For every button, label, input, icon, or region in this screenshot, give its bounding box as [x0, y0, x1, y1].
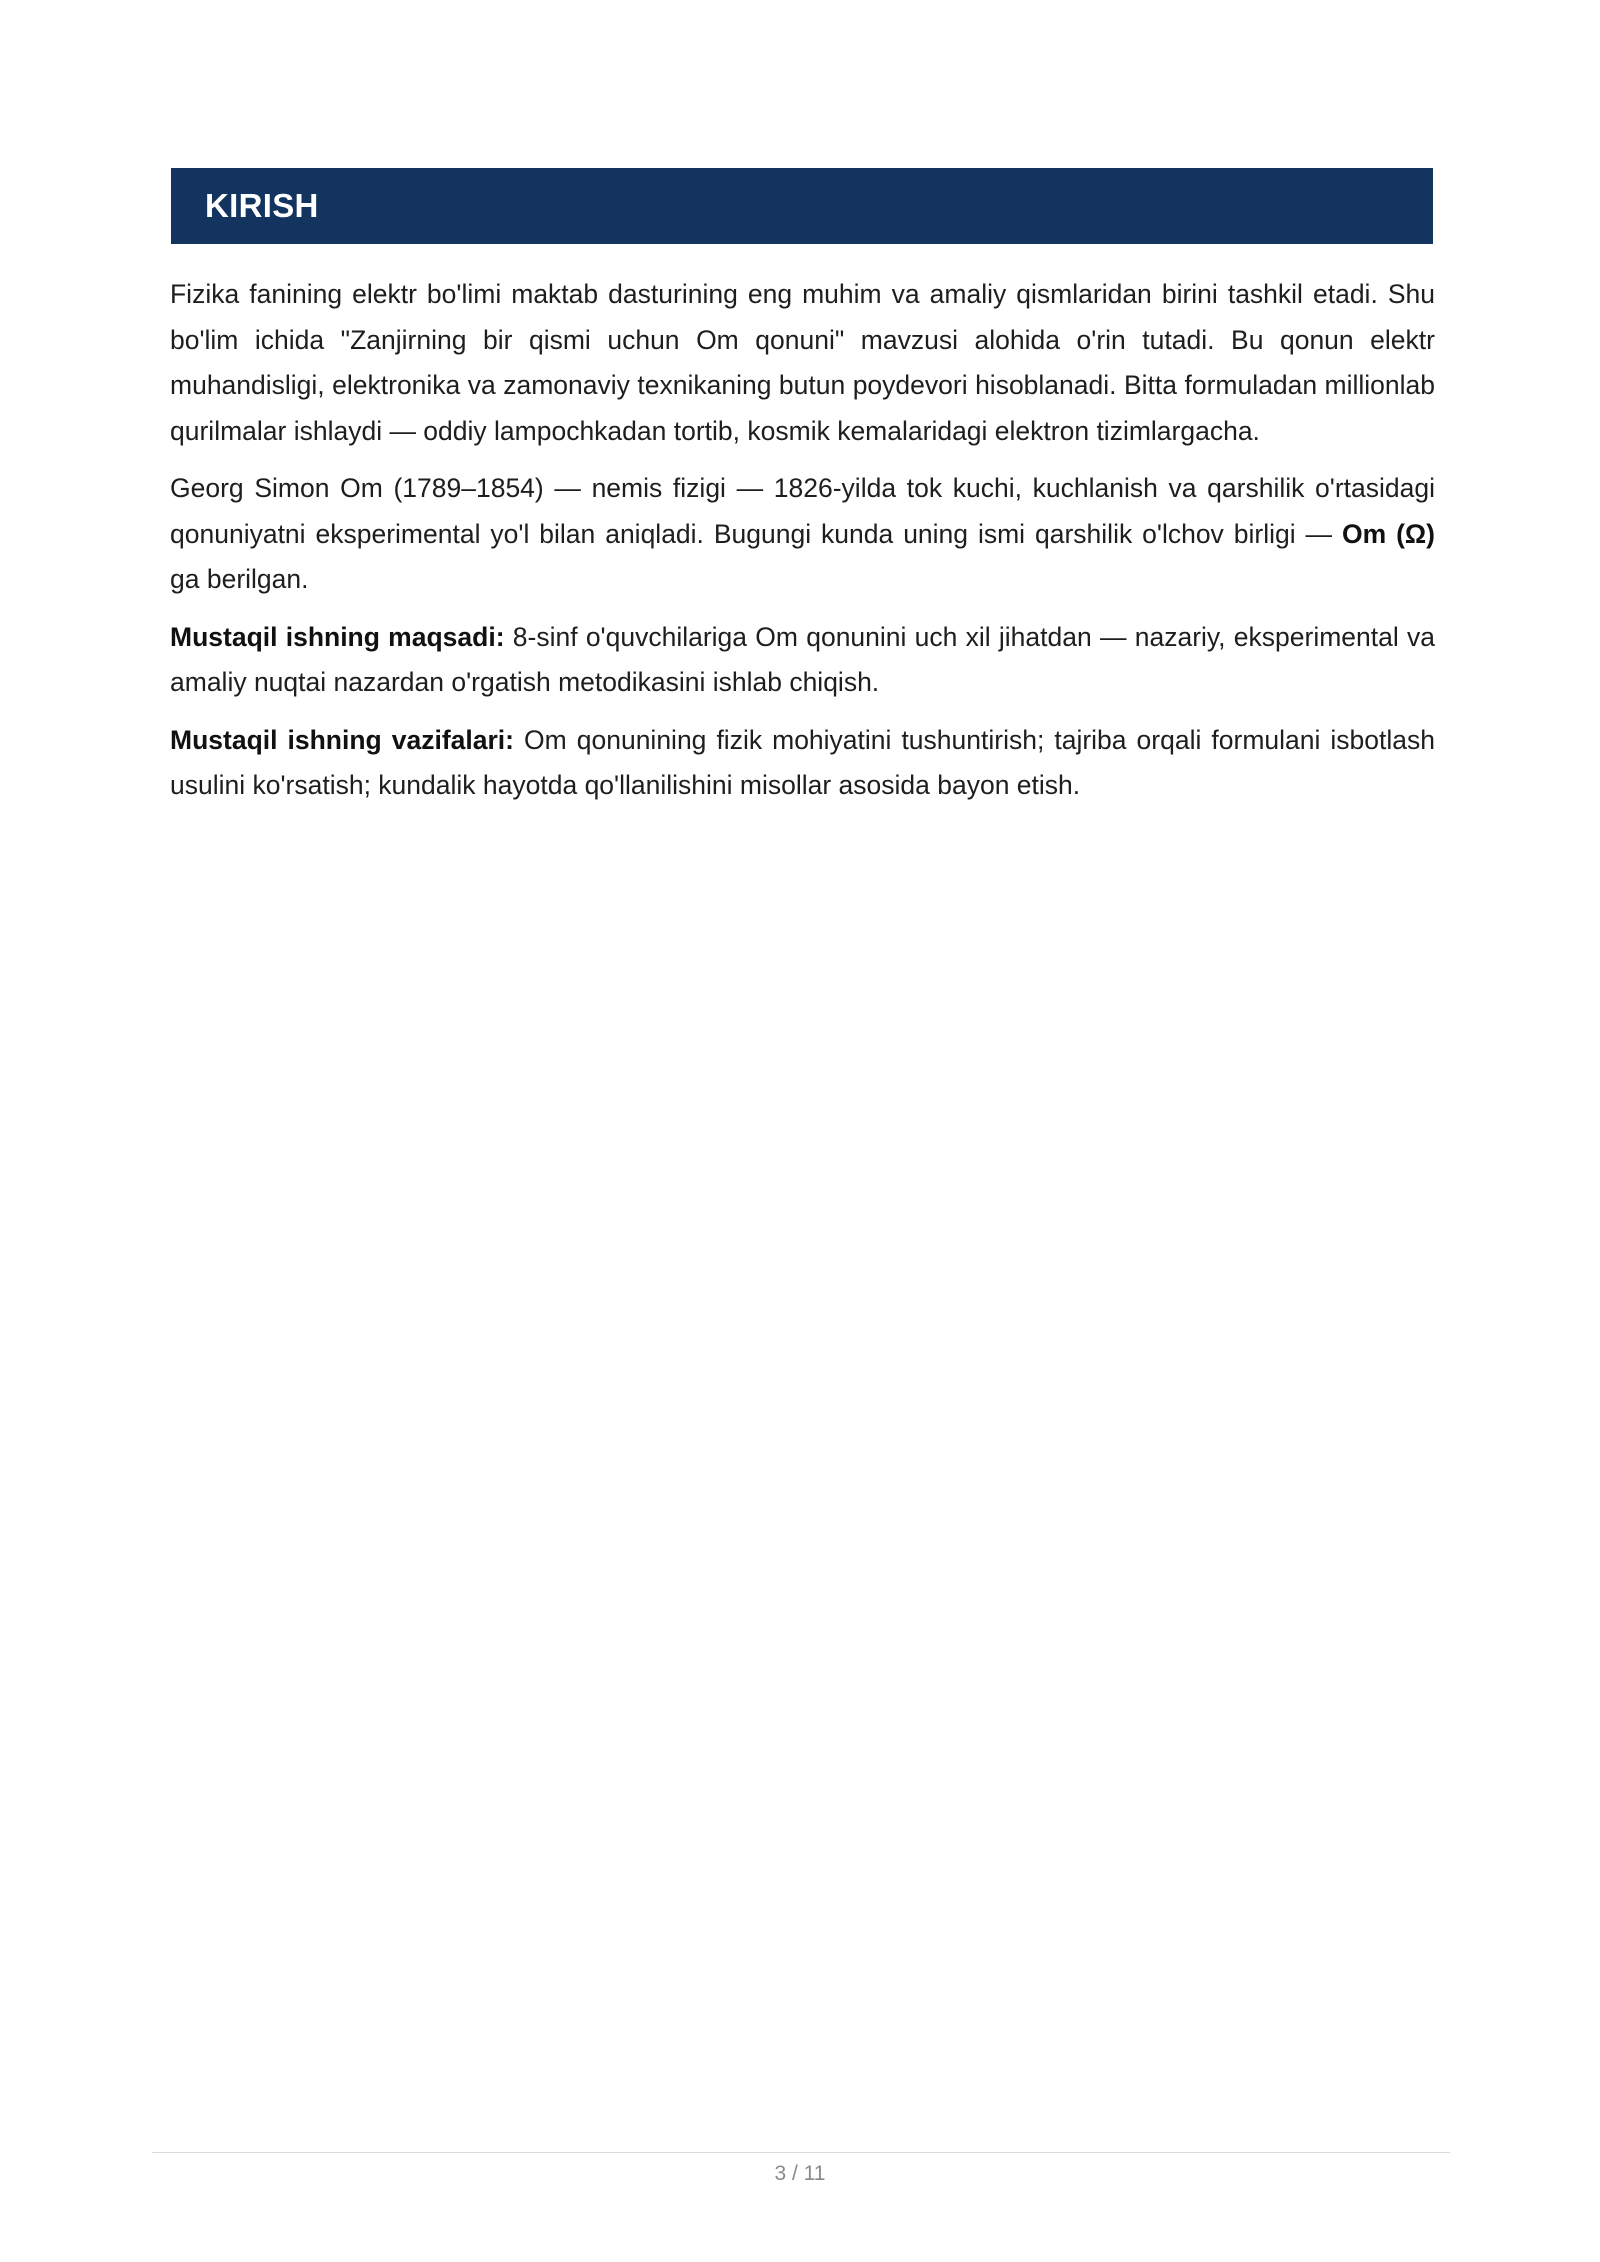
section-title: KIRISH [205, 187, 319, 224]
tasks-paragraph [170, 718, 1435, 809]
goal-paragraph [170, 615, 1435, 706]
intro-paragraph: Fizika fanining elektr bo'limi maktab dasturining eng muhim va amaliy qismlaridan birini tashkil etadi. Shu bo'lim ichida "Zanjirning bir qismi uchun Om qonuni" mavzusi alohida o'rin tutadi. Bu qonun elektr muhandisligi, elektronika va zamonaviy texnikaning butun poydevori hisoblanadi. Bitta formuladan millionlab qurilmalar ishlaydi — oddiy lampochkadan tortib, kosmik kemalaridagi elektron tizimlargacha. [170, 279, 1435, 446]
tasks-label: Mustaqil ishning vazifalari: [170, 724, 514, 755]
goal-text: 8-sinf o'quvchilariga Om qonunini uch xil jihatdan — nazariy, eksperimental va amaliy nuqtai nazardan o'rgatish metodikasini ishlab chiqish. [170, 621, 1435, 697]
history-text: Georg Simon Om (1789–1854) — nemis fizigi — 1826-yilda tok kuchi, kuchlanish va qarshilik o'rtasidagi qonuniyatni eksperimental yo'l bilan aniqladi. Bugungi kunda uning ismi qarshilik o'lchov birligi — [170, 473, 1435, 549]
footer-divider [152, 2152, 1450, 2153]
body-content [170, 272, 1435, 821]
history-tail: ga berilgan. [170, 564, 309, 594]
page-number: 3 / 11 [774, 2162, 826, 2185]
history-paragraph [170, 466, 1435, 603]
section-header-bar [171, 168, 1433, 244]
ohm-unit-bold: Om (Ω) [1341, 518, 1435, 549]
tasks-text: Om qonunining fizik mohiyatini tushuntirish; tajriba orqali formulani isbotlash usulini ko'rsatish; kundalik hayotda qo'llanilishini misollar asosida bayon etish. [170, 724, 1435, 800]
goal-label: Mustaqil ishning maqsadi: [170, 621, 505, 652]
